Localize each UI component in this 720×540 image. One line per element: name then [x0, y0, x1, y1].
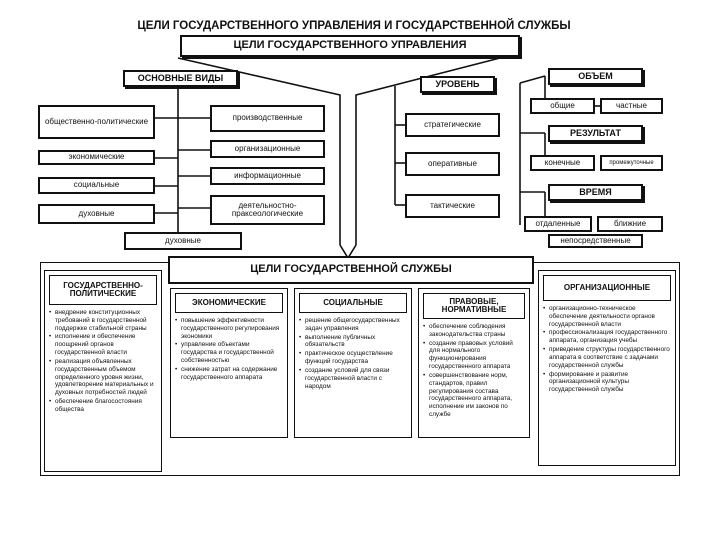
column-list	[419, 323, 529, 419]
result-header: РЕЗУЛЬТАТ	[548, 125, 643, 142]
volume-general: общие	[530, 98, 595, 114]
main-title: ЦЕЛИ ГОСУДАРСТВЕННОГО УПРАВЛЕНИЯ И ГОСУДАРСТВЕННОЙ СЛУЖБЫ	[137, 20, 571, 32]
main-types-header: ОСНОВНЫЕ ВИДЫ	[123, 70, 238, 87]
column-organizational	[538, 270, 676, 466]
list-item: • управление объектами государства и государственной собственностью	[175, 341, 283, 364]
list-item: • формирование и развитие организационной культуры государственной службы	[543, 371, 671, 394]
main-type-social: социальные	[38, 177, 155, 194]
list-item: • приведение структуры государственного аппарата в соответствие с задачами государственной службы	[543, 346, 671, 369]
volume-header: ОБЪЕМ	[548, 68, 643, 85]
column-economic	[170, 288, 288, 438]
main-type-informational: информационные	[210, 167, 325, 185]
list-item: • обеспечение благосостояния общества	[49, 398, 157, 414]
list-item: • совершенствование норм, стандартов, правил регулирования состава государственного аппарата, исполнение им законов по службе	[423, 372, 525, 419]
list-item: • решение общегосударственных задач управления	[299, 317, 407, 333]
list-item: • реализация объявленных государственным объемом определенного уровня жизни, удовлетворение материальных и духовных потребностей людей	[49, 358, 157, 397]
column-title: ОРГАНИЗАЦИОННЫЕ	[543, 275, 671, 301]
list-item: • создание условий для связи государственной власти с народом	[299, 367, 407, 390]
level-header: УРОВЕНЬ	[420, 76, 495, 93]
main-type-spiritual: духовные	[38, 204, 155, 224]
column-legal	[418, 288, 530, 438]
main-type-organizational: организационные	[210, 140, 325, 158]
main-type-production: производственные	[210, 105, 325, 132]
column-social	[294, 288, 412, 438]
column-state-political	[44, 270, 162, 472]
list-item: • внедрение конституционных требований в государственной поддержке стабильной страны	[49, 309, 157, 332]
time-immediate: непосредственные	[548, 234, 643, 248]
column-list	[171, 317, 287, 382]
list-item: • выполнение публичных обязательств	[299, 334, 407, 350]
gov-management-goals-box: ЦЕЛИ ГОСУДАРСТВЕННОГО УПРАВЛЕНИЯ	[180, 35, 520, 57]
main-type-socio-political: общественно-политические	[38, 105, 155, 139]
main-type-economic: экономические	[38, 150, 155, 165]
civil-service-goals-box: ЦЕЛИ ГОСУДАРСТВЕННОЙ СЛУЖБЫ	[168, 256, 534, 284]
column-list	[45, 309, 161, 414]
list-item: • профессионализация государственного аппарата, организация учебы	[543, 329, 671, 345]
column-title: СОЦИАЛЬНЫЕ	[299, 293, 407, 313]
list-item: • организационно-техническое обеспечение деятельности органов государственной власти	[543, 305, 671, 328]
time-distant: отдаленные	[524, 216, 592, 232]
list-item: • обеспечение соблюдения законодательства страны	[423, 323, 525, 339]
result-intermediate: промежуточные	[600, 155, 663, 171]
column-title: ПРАВОВЫЕ, НОРМАТИВНЫЕ	[423, 293, 525, 319]
level-tactical: тактические	[405, 194, 500, 218]
column-list	[539, 305, 675, 394]
column-list	[295, 317, 411, 390]
list-item: • практическое осуществление функций государства	[299, 350, 407, 366]
result-final: конечные	[530, 155, 595, 171]
volume-particular: частные	[600, 98, 663, 114]
list-item: • повышение эффективности государственного регулирования экономики	[175, 317, 283, 340]
level-operational: оперативные	[405, 152, 500, 176]
level-strategic: стратегические	[405, 113, 500, 137]
list-item: • снижение затрат на содержание государственного аппарата	[175, 366, 283, 382]
list-item: • исполнение и обеспечение поощрений органов государственной власти	[49, 333, 157, 356]
time-header: ВРЕМЯ	[548, 184, 643, 201]
main-type-praxeological: деятельностно-праксеологические	[210, 195, 325, 225]
list-item: • создание правовых условий для нормального функционирования государственного аппарата	[423, 340, 525, 371]
main-type-spiritual-bottom: духовные	[124, 232, 242, 250]
column-title: ЭКОНОМИЧЕСКИЕ	[175, 293, 283, 313]
column-title: ГОСУДАРСТВЕННО-ПОЛИТИЧЕСКИЕ	[49, 275, 157, 305]
time-near: ближние	[597, 216, 663, 232]
